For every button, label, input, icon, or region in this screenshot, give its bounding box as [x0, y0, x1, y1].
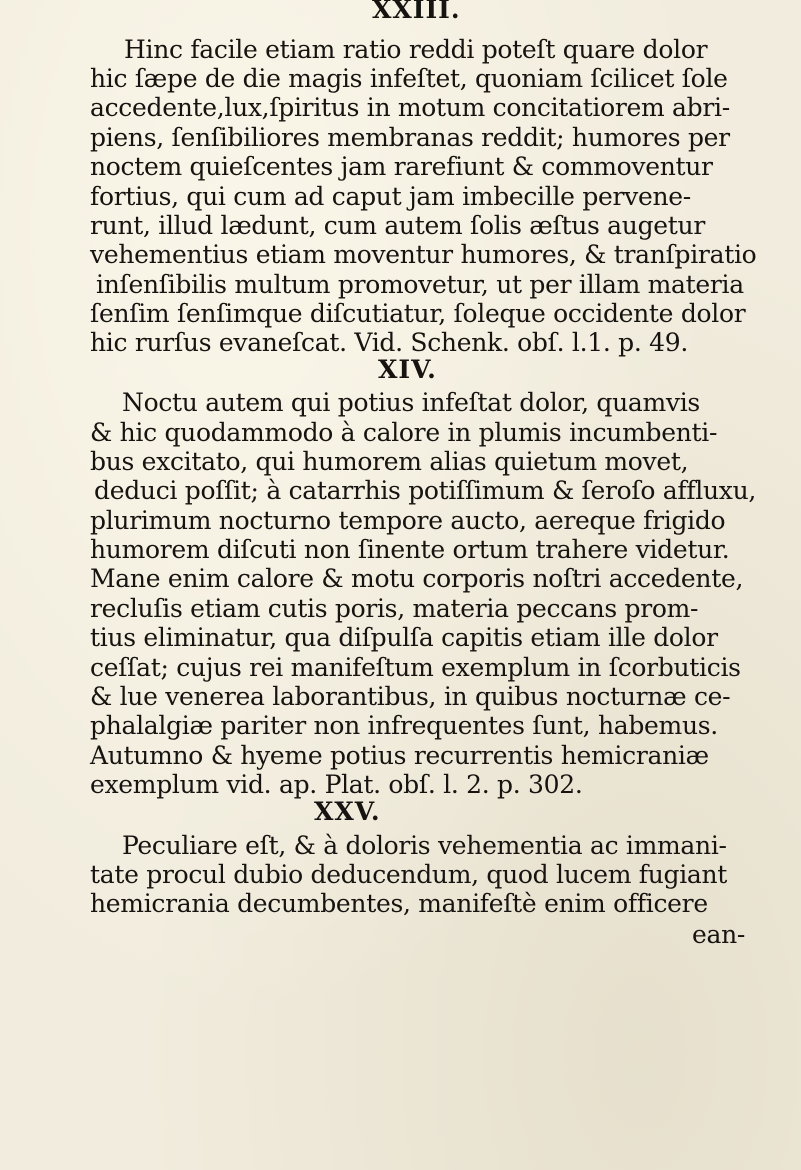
- text-line: Autumno & hyeme potius recurrentis hemicraniæ: [90, 741, 709, 770]
- section-heading: XXV.: [314, 797, 381, 826]
- text-line: accedente,lux,ſpiritus in motum concitatiorem abri-: [90, 93, 730, 122]
- section-heading: XIV.: [378, 355, 437, 384]
- text-line: fortius, qui cum ad caput jam imbecille pervene-: [90, 182, 691, 211]
- text-line: ſenſim ſenſimque diſcutiatur, ſoleque occidente dolor: [90, 299, 746, 328]
- text-line: inſenſibilis multum promovetur, ut per illam materia: [96, 270, 744, 299]
- text-line: Noctu autem qui potius infeſtat dolor, quamvis: [122, 388, 700, 417]
- text-line: hemicrania decumbentes, manifeſtè enim officere: [90, 889, 708, 918]
- text-line: phalalgiæ pariter non infrequentes ſunt, habemus.: [90, 711, 718, 740]
- text-line: deduci poſſit; à catarrhis potiſſimum & ſeroſo affluxu,: [94, 476, 757, 505]
- text-line: plurimum nocturno tempore aucto, aereque frigido: [90, 506, 726, 535]
- text-line: hic rurſus evaneſcat. Vid. Schenk. obſ. l.1. p. 49.: [90, 328, 688, 357]
- catchword: ean-: [692, 920, 746, 949]
- text-line: & hic quodammodo à calore in plumis incumbenti-: [90, 418, 718, 447]
- text-line: noctem quieſcentes jam rarefiunt & commoventur: [90, 152, 713, 181]
- text-line: piens, ſenſibiliores membranas reddit; humores per: [90, 123, 730, 152]
- text-line: exemplum vid. ap. Plat. obſ. l. 2. p. 302.: [90, 770, 583, 799]
- section-heading: XXIII.: [372, 0, 461, 24]
- text-line: Hinc facile etiam ratio reddi poteſt quare dolor: [124, 35, 708, 64]
- text-line: bus excitato, qui humorem alias quietum movet,: [90, 447, 689, 476]
- text-line: hic ſæpe de die magis infeſtet, quoniam ſcilicet ſole: [90, 64, 728, 93]
- text-line: Peculiare eſt, & à doloris vehementia ac immani-: [122, 831, 727, 860]
- text-line: recluſis etiam cutis poris, materia peccans prom-: [90, 594, 699, 623]
- text-line: ceſſat; cujus rei manifeſtum exemplum in ſcorbuticis: [90, 653, 741, 682]
- text-line: tate procul dubio deducendum, quod lucem fugiant: [90, 860, 728, 889]
- text-line: Mane enim calore & motu corporis noſtri accedente,: [90, 564, 744, 593]
- text-line: vehementius etiam moventur humores, & tranſpiratio: [90, 240, 757, 269]
- text-line: tius eliminatur, qua diſpulſa capitis etiam ille dolor: [90, 623, 718, 652]
- text-line: runt, illud lædunt, cum autem ſolis æſtus augetur: [90, 211, 705, 240]
- text-line: humorem diſcuti non ſinente ortum trahere videtur.: [90, 535, 730, 564]
- text-line: & lue venerea laborantibus, in quibus nocturnæ ce-: [90, 682, 731, 711]
